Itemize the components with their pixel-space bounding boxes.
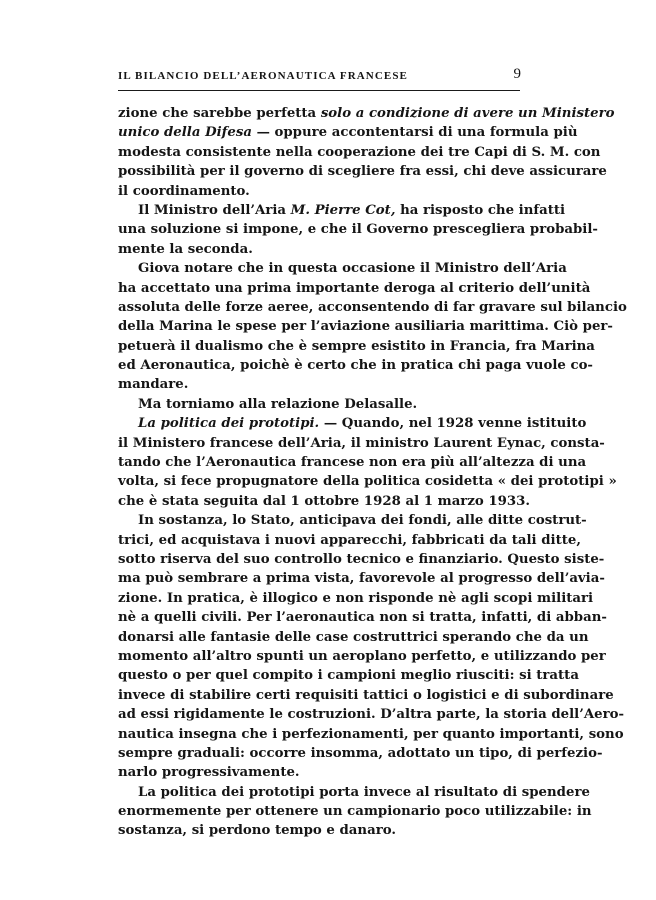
text-line xyxy=(118,569,605,588)
text-run: ma può sembrare a prima vista, favorevole al progresso dell’avia- xyxy=(118,571,605,587)
text-line xyxy=(118,628,589,647)
text-run: sempre graduali: occorre insomma, adottato un tipo, di perfezio- xyxy=(118,745,603,761)
text-line xyxy=(118,298,627,317)
text-line xyxy=(118,608,607,627)
text-run: assoluta delle forze aeree, acconsentendo di far gravare sul bilancio xyxy=(118,299,627,315)
text-run: zione che sarebbe perfetta xyxy=(118,106,321,121)
text-run: zione. In pratica, è illogico e non risponde nè agli scopi militari xyxy=(118,590,594,606)
text-run: volta, si fece propugnatore della politica cosidetta « dei prototipi » xyxy=(118,474,617,490)
text-line xyxy=(118,104,615,123)
text-line xyxy=(118,531,581,550)
italic-text: M. Pierre Cot, xyxy=(290,202,396,218)
text-line xyxy=(118,279,591,298)
text-line xyxy=(118,705,625,724)
text-run: il coordinamento. xyxy=(118,183,250,199)
text-line xyxy=(118,395,518,414)
text-line xyxy=(118,123,578,142)
text-run: ad essi rigidamente le costruzioni. D’altra parte, la storia dell’Aero- xyxy=(118,707,625,723)
text-run: questo o per quel compito i campioni meglio riusciti: si tratta xyxy=(118,668,579,684)
text-run: petuerà il dualismo che è sempre esistito in Francia, fra Marina xyxy=(118,338,595,354)
text-run: narlo progressivamente. xyxy=(118,765,300,781)
text-line xyxy=(118,201,566,220)
text-run: mente la seconda. xyxy=(118,241,253,257)
text-line xyxy=(118,240,518,259)
text-run: enormemente per ottenere un campionario poco utilizzabile: in xyxy=(118,804,592,820)
text-run: sotto riserva del suo controllo tecnico e finanziario. Questo siste- xyxy=(118,551,605,567)
text-run: — Quando, nel 1928 venne istituito xyxy=(319,416,587,432)
text-run: momento all’altro spunti un aeroplano perfetto, e utilizzando per xyxy=(118,648,606,664)
text-run: invece di stabilire certi requisiti tattici o logistici e di subordinare xyxy=(118,687,614,703)
text-line xyxy=(118,375,518,394)
text-run: ha accettato una prima importante deroga al criterio dell’unità xyxy=(118,280,591,296)
page-number: 9 xyxy=(513,66,521,82)
text-line xyxy=(118,763,518,782)
text-line xyxy=(118,802,592,821)
text-run: Ma torniamo alla relazione Delasalle. xyxy=(138,396,418,412)
text-line xyxy=(118,220,598,239)
text-line xyxy=(118,317,613,336)
text-run: una soluzione si impone, e che il Governo prescegliera probabil- xyxy=(118,222,598,238)
text-line xyxy=(118,414,587,433)
running-title: IL BILANCIO DELL’AERONAUTICA FRANCESE xyxy=(118,70,408,82)
text-run: possibilità per il governo di scegliere fra essi, chi deve assicurare xyxy=(118,164,607,180)
italic-text: La politica dei prototipi. xyxy=(138,416,320,432)
text-line xyxy=(118,182,518,201)
text-line xyxy=(118,162,607,181)
text-line xyxy=(118,492,531,511)
text-line xyxy=(118,143,601,162)
text-run: nautica insegna che i perfezionamenti, per quanto importanti, sono xyxy=(118,726,624,742)
text-run: ed Aeronautica, poichè è certo che in pratica chi paga vuole co- xyxy=(118,358,593,374)
text-line xyxy=(118,550,605,569)
text-line xyxy=(118,434,605,453)
text-run: Il Ministro dell’Aria xyxy=(138,202,291,218)
text-run: La politica dei prototipi porta invece al risultato di spendere xyxy=(138,784,590,800)
italic-text: solo a condizione di avere un Ministero xyxy=(320,106,615,121)
text-run: che è stata seguita dal 1 ottobre 1928 al 1 marzo 1933. xyxy=(118,493,531,509)
text-line xyxy=(118,647,606,666)
text-run: donarsi alle fantasie delle case costruttrici sperando che da un xyxy=(118,629,589,645)
body-text xyxy=(118,104,627,841)
text-line xyxy=(118,337,595,356)
text-run: sostanza, si perdono tempo e danaro. xyxy=(118,823,396,839)
text-run: Giova notare che in questa occasione il Ministro dell’Aria xyxy=(138,261,567,277)
text-line xyxy=(118,744,603,763)
text-line xyxy=(118,589,594,608)
text-run: — oppure accontentarsi di una formula più xyxy=(251,125,578,141)
text-line xyxy=(118,453,587,472)
text-line xyxy=(118,686,614,705)
text-line xyxy=(118,666,579,685)
text-line xyxy=(118,472,617,491)
text-line xyxy=(118,821,518,840)
text-line xyxy=(118,356,593,375)
text-run: trici, ed acquistava i nuovi apparecchi, fabbricati da tali ditte, xyxy=(118,532,581,548)
text-run: In sostanza, lo Stato, anticipava dei fondi, alle ditte costrut- xyxy=(138,513,587,529)
text-run: tando che l’Aeronautica francese non era più all’altezza di una xyxy=(118,455,587,471)
text-run: il Ministero francese dell’Aria, il ministro Laurent Eynac, consta- xyxy=(118,435,605,451)
text-run: ha risposto che infatti xyxy=(395,202,566,218)
text-line xyxy=(118,725,624,744)
italic-text: unico della Difesa xyxy=(118,125,252,141)
header-rule xyxy=(118,90,520,91)
text-line xyxy=(118,783,590,802)
text-run: nè a quelli civili. Per l’aeronautica non si tratta, infatti, di abban- xyxy=(118,610,607,626)
text-line xyxy=(118,259,567,278)
text-run: della Marina le spese per l’aviazione ausiliaria marittima. Ciò per- xyxy=(118,319,613,335)
text-run: mandare. xyxy=(118,377,189,393)
running-header xyxy=(118,66,521,82)
text-line xyxy=(118,511,587,530)
text-run: modesta consistente nella cooperazione dei tre Capi di S. M. con xyxy=(118,144,601,160)
